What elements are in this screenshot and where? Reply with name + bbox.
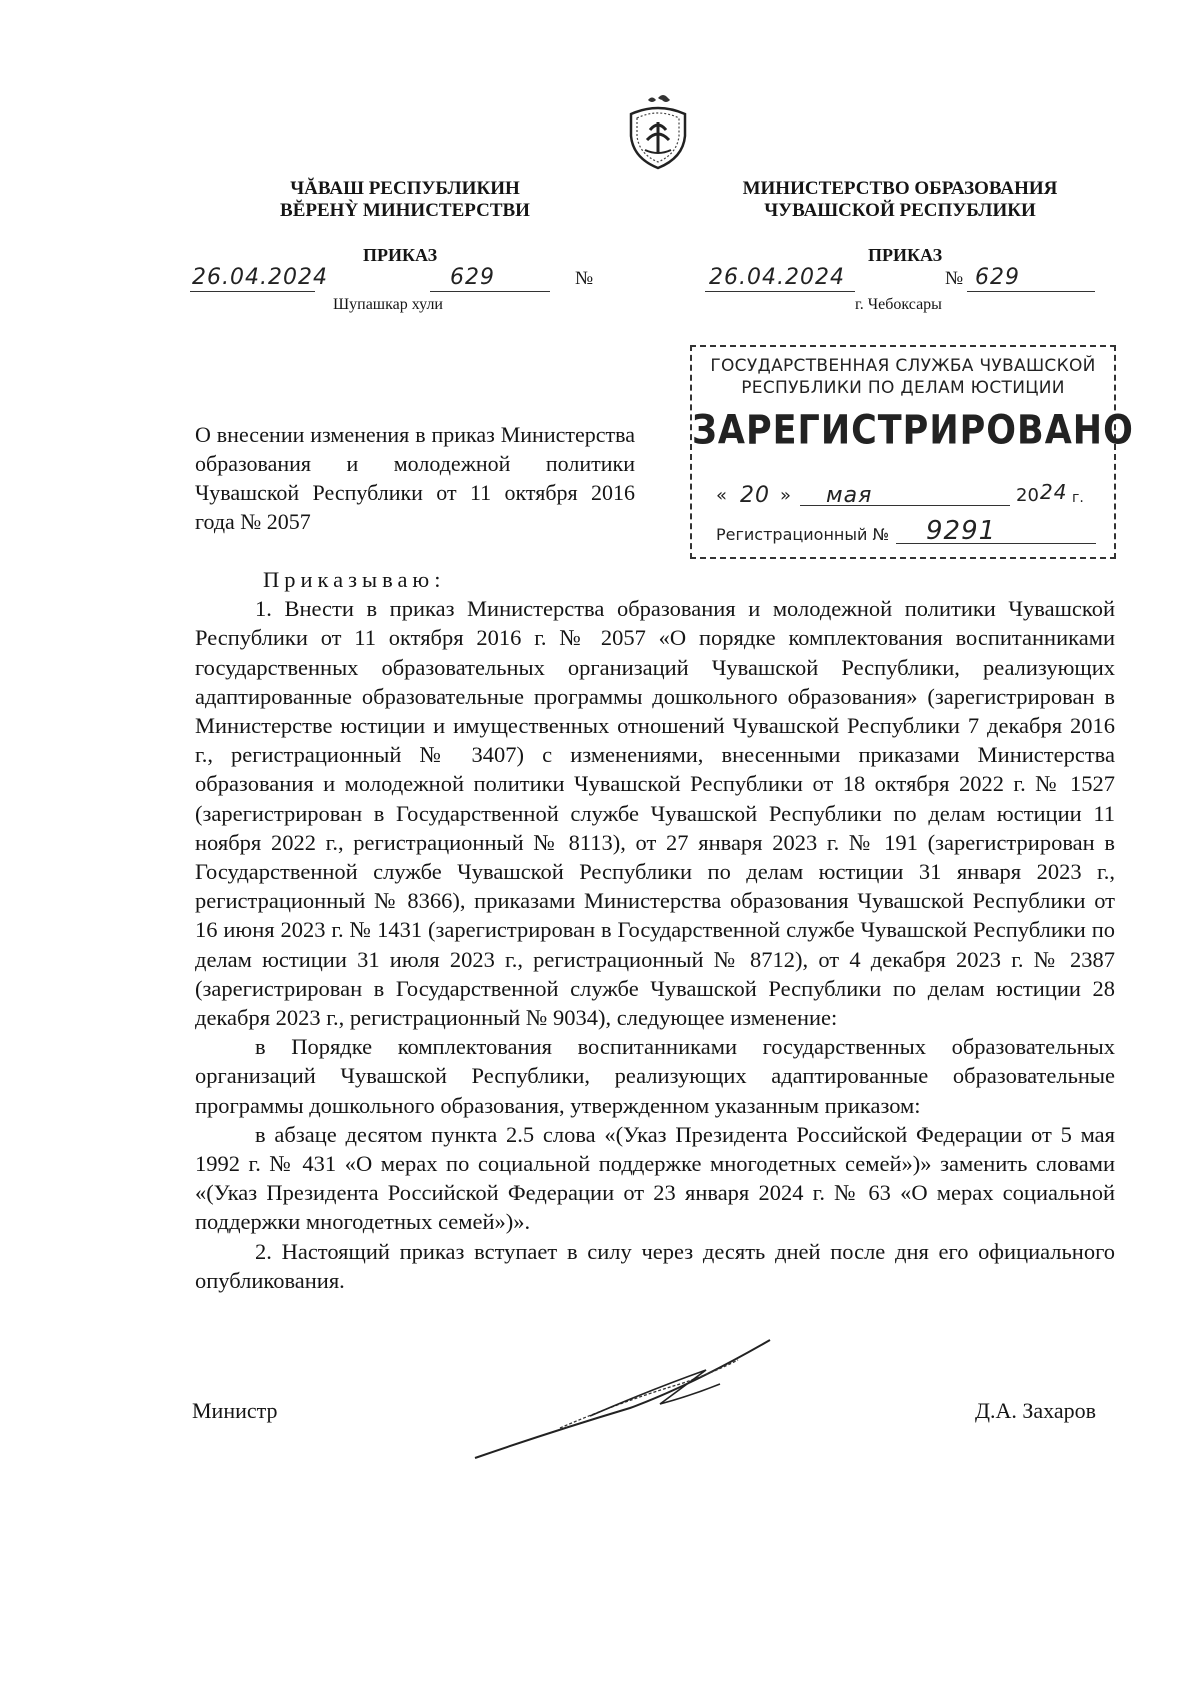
stamp-date — [716, 480, 1096, 510]
stamp-day: 20 — [740, 483, 770, 508]
stamp-quote-close: » — [780, 485, 792, 506]
stamp-title: ЗАРЕГИСТРИРОВАНО — [692, 408, 1134, 454]
body-paragraph-4: 2. Настоящий приказ вступает в силу через десять дней после дня его официального опубликования. — [195, 1238, 1115, 1293]
emblem-icon — [623, 92, 693, 172]
stamp-line1: ГОСУДАРСТВЕННАЯ СЛУЖБА ЧУВАШСКОЙ — [710, 356, 1096, 376]
order-body — [195, 565, 1115, 1295]
stamp-reg-number: 9291 — [926, 516, 997, 546]
header-right — [710, 178, 1090, 222]
order-title-right: ПРИКАЗ — [868, 245, 943, 265]
order-number-right: 629 — [975, 265, 1020, 290]
header-left-line1: ЧĂВАШ РЕСПУБЛИКИН — [290, 178, 520, 199]
stamp-year-suffix: 24 — [1040, 480, 1068, 504]
registration-stamp — [690, 345, 1134, 559]
order-number-left: 629 — [450, 265, 495, 290]
order-date-line-left — [190, 265, 600, 292]
order-date-left: 26.04.2024 — [192, 265, 328, 290]
stamp-registration — [716, 516, 1096, 548]
body-paragraph-2: в Порядке комплектования воспитанниками государственных образовательных организаций Чувашской Республики, реализующих адаптированные образовательные программы дошкольного образования, утвержденном указанным приказом: — [195, 1034, 1115, 1118]
place-left: Шупашкар хули — [333, 296, 443, 313]
order-date-line-right — [705, 265, 1105, 292]
number-sign-left: № — [575, 268, 594, 289]
body-paragraph-3: в абзаце десятом пункта 2.5 слова «(Указ Президента Российской Федерации от 5 мая 1992 г. № 431 «О мерах по социальной поддержке многодетных семей»)» заменить словами «(Указ Президента Российской Федерации от 23 января 2024 г. № 63 «О мерах социальной поддержки многодетных семей»)». — [195, 1121, 1115, 1235]
signatory-position: Министр — [192, 1398, 278, 1423]
stamp-year-prefix: 20 — [1016, 485, 1039, 506]
body-paragraph-1: 1. Внести в приказ Министерства образования и молодежной политики Чувашской Республики от 11 октября 2016 г. № 2057 «О порядке комплектования воспитанниками государственных образовательных организаций Чувашской Республики, реализующих адаптированные образовательные программы дошкольного образования» (зарегистрирован в Министерстве юстиции и имущественных отношений Чувашской Республики 7 декабря 2016 г., регистрационный № 3407) с изменениями, внесенными приказами Министерства образования и молодежной политики Чувашской Республики от 18 октября 2022 г. № 1527 (зарегистрирован в Государственной службе Чувашской Республики по делам юстиции 11 ноября 2022 г., регистрационный № 8113), от 27 января 2023 г. № 191 (зарегистрирован в Государственной службе Чувашской Республики по делам юстиции 31 января 2023 г., регистрационный № 8366), приказами Министерства образования Чувашской Республики от 16 июня 2023 г. № 1431 (зарегистрирован в Государственной службе Чувашской Республики по делам юстиции 31 июля 2023 г., регистрационный № 8712), от 4 декабря 2023 г. № 2387 (зарегистрирован в Государственной службе Чувашской Республики по делам юстиции 28 декабря 2023 г., регистрационный № 9034), следующее изменение: — [195, 596, 1115, 1031]
order-title-left: ПРИКАЗ — [363, 245, 438, 265]
stamp-header — [692, 355, 1114, 399]
place-right: г. Чебоксары — [855, 296, 942, 313]
order-date-right: 26.04.2024 — [709, 265, 845, 290]
number-sign-right: № — [945, 268, 964, 289]
stamp-quote-open: « — [716, 485, 728, 506]
order-intro: Приказываю: — [263, 567, 446, 592]
stamp-year-abbr: г. — [1072, 490, 1084, 506]
header-right-line1: МИНИСТЕРСТВО ОБРАЗОВАНИЯ — [742, 178, 1058, 199]
signatory-name: Д.А. Захаров — [975, 1398, 1097, 1423]
stamp-reg-label: Регистрационный № — [716, 525, 890, 544]
header-left-line2: ВĔРЕНỲ МИНИСТЕРСТВИ — [280, 200, 530, 221]
handwritten-signature — [470, 1330, 780, 1470]
stamp-month: мая — [826, 483, 873, 508]
stamp-line2: РЕСПУБЛИКИ ПО ДЕЛАМ ЮСТИЦИИ — [741, 378, 1065, 398]
header-right-line2: ЧУВАШСКОЙ РЕСПУБЛИКИ — [764, 200, 1036, 221]
order-subject: О внесении изменения в приказ Министерства образования и молодежной политики Чувашской Республики от 11 октября 2016 года № 2057 — [195, 422, 635, 534]
header-left — [240, 178, 570, 222]
